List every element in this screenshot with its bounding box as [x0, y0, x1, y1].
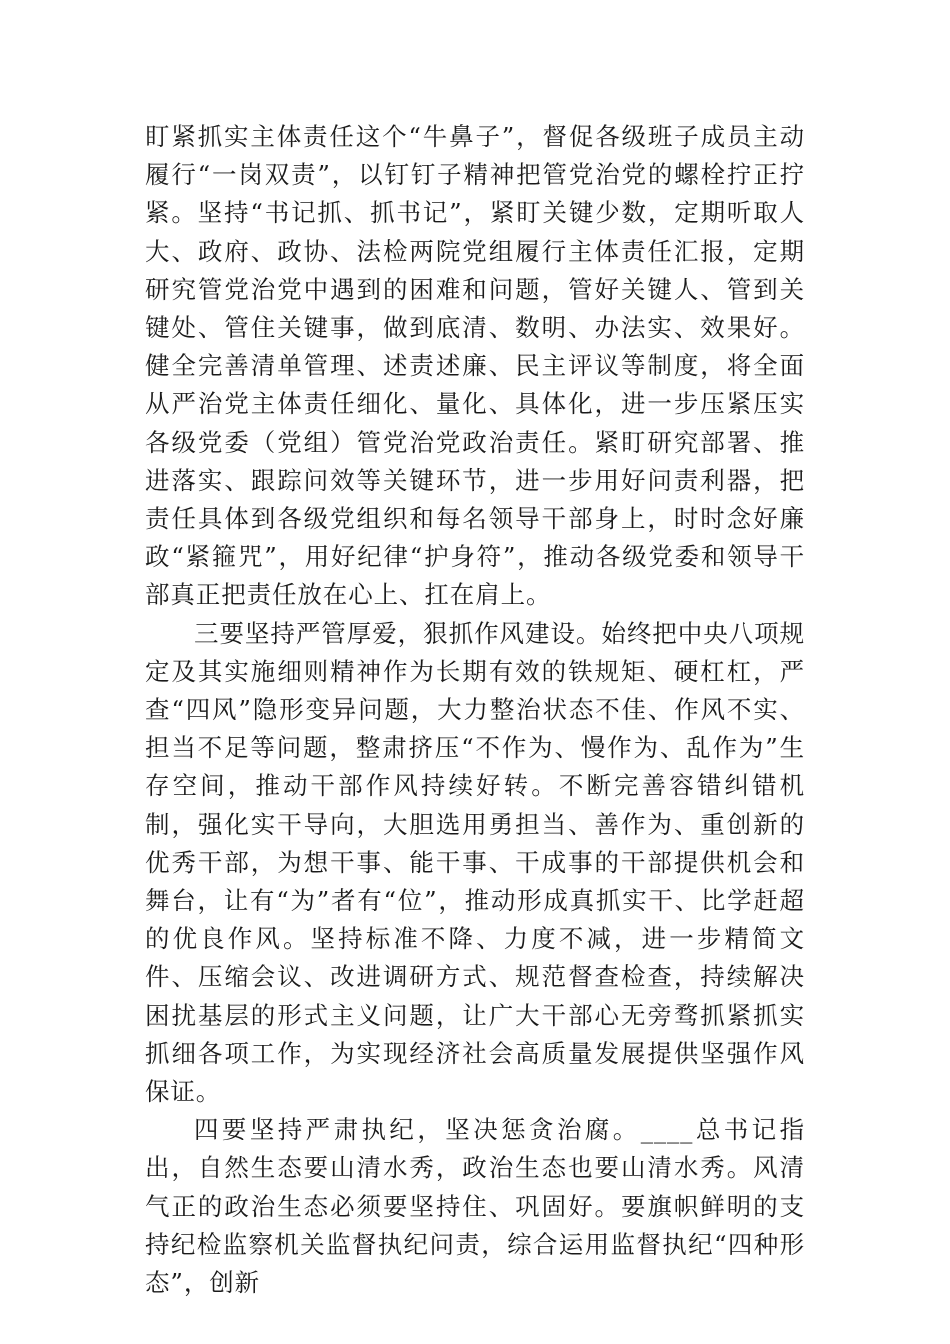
paragraph-1: 盯紧抓实主体责任这个“牛鼻子”，督促各级班子成员主动履行“一岗双责”，以钉钉子精神把管党治党的螺栓拧正拧紧。坚持“书记抓、抓书记”，紧盯关键少数，定期听取人大、政府、政协、法检两院党组履行主体责任汇报，定期研究管党治党中遇到的困难和问题，管好关键人、管到关键处、管住关键事，做到底清、数明、办法实、效果好。健全完善清单管理、述责述廉、民主评议等制度，将全面从严治党主体责任细化、量化、具体化，进一步压紧压实各级党委（党组）管党治党政治责任。紧盯研究部署、推进落实、跟踪问效等关键环节，进一步用好问责利器，把责任具体到各级党组织和每名领导干部身上，时时念好廉政“紧箍咒”，用好纪律“护身符”，推动各级党委和领导干部真正把责任放在心上、扛在肩上。: [145, 122, 805, 610]
paragraph-3: 四要坚持严肃执纪，坚决惩贪治腐。____总书记指出，自然生态要山清水秀，政治生态也要山清水秀。风清气正的政治生态必须要坚持住、巩固好。要旗帜鲜明的支持纪检监察机关监督执纪问责，综合运用监督执纪“四种形态”，创新: [145, 1115, 805, 1298]
body-text: [145, 118, 805, 1302]
paragraph-2: 三要坚持严管厚爱，狠抓作风建设。始终把中央八项规定及其实施细则精神作为长期有效的铁规矩、硬杠杠，严查“四风”隐形变异问题，大力整治状态不佳、作风不实、担当不足等问题，整肃挤压“不作为、慢作为、乱作为”生存空间，推动干部作风持续好转。不断完善容错纠错机制，强化实干导向，大胆选用勇担当、善作为、重创新的优秀干部，为想干事、能干事、干成事的干部提供机会和舞台，让有“为”者有“位”，推动形成真抓实干、比学赶超的优良作风。坚持标准不降、力度不减，进一步精简文件、压缩会议、改进调研方式、规范督查检查，持续解决困扰基层的形式主义问题，让广大干部心无旁骛抓紧抓实抓细各项工作，为实现经济社会高质量发展提供坚强作风保证。: [145, 618, 805, 1107]
